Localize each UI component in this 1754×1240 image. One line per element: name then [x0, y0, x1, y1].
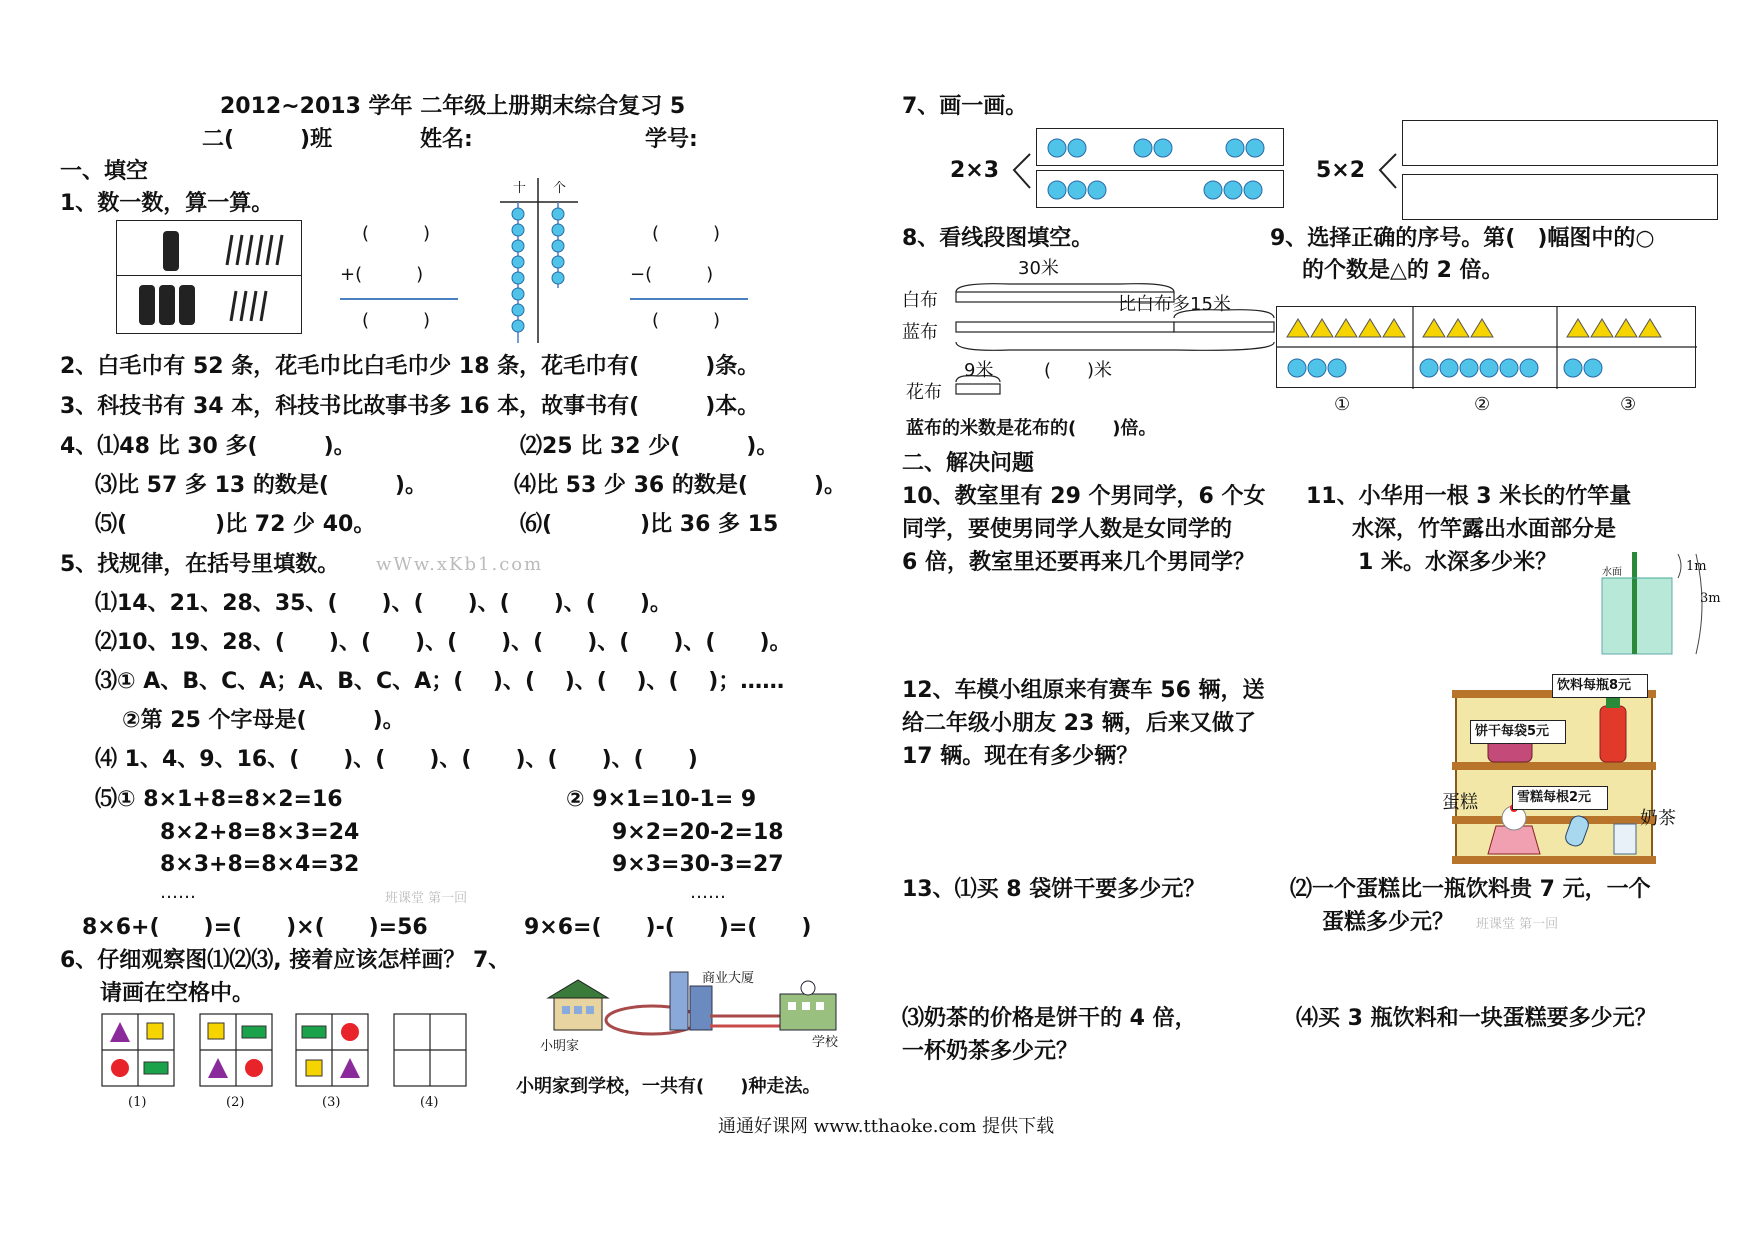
q8-text: 8、看线段图填空。 [902, 226, 1094, 251]
price-tag-icecream [1512, 786, 1608, 810]
q9-table [1276, 306, 1696, 388]
route-mall-label: 商业大厦 [702, 971, 755, 986]
q2-text: 2、白毛巾有 52 条，花毛巾比白毛巾少 18 条，花毛巾有( )条。 [60, 354, 760, 379]
route-caption: 小明家到学校，一共有( )种走法。 [516, 1076, 821, 1097]
q8-length-30: 30米 [1018, 258, 1059, 279]
price-biscuit-label: 饼干每袋5元 [1475, 724, 1550, 739]
q10-line-2: 同学，要使男同学人数是女同学的 [902, 517, 1233, 542]
q4-part-6: ⑹( )比 36 多 15 [520, 512, 779, 537]
bamboo-1m-label: 1m [1686, 559, 1707, 574]
q5-eq-2c: 9×3=30-3=27 [612, 852, 784, 877]
name-label: 姓名: [420, 127, 473, 152]
milk-tea-label: 奶茶 [1640, 808, 1676, 829]
q11-line-3: 1 米。水深多少米？ [1358, 550, 1557, 575]
q5-eq-2d: …… [690, 882, 726, 903]
q9-choice-3: ③ [1620, 394, 1637, 415]
grid-label-4: (4) [420, 1095, 439, 1110]
q5-line-3: ⑶① A、B、C、A；A、B、C、A；( )、( )、( )、( )；…… [95, 669, 785, 694]
q8-flower-label: 花布 [906, 382, 942, 403]
stick-bundles-figure [117, 221, 303, 335]
q7-row-2 [1036, 170, 1284, 208]
q11-line-2: 水深，竹竿露出水面部分是 [1352, 517, 1617, 542]
q5-line-5: ⑷ 1、4、9、16、( )、( )、( )、( )、( ) [95, 747, 698, 772]
q11-line-1: 11、小华用一根 3 米长的竹竿量 [1306, 484, 1632, 509]
q5-eq-1c: 8×3+8=8×4=32 [160, 852, 360, 877]
q12-line-2: 给二年级小朋友 23 辆，后来又做了 [902, 711, 1256, 736]
q4-part-3: ⑶比 57 多 13 的数是( )。 [95, 473, 427, 498]
q13-part-4: ⑷买 3 瓶饮料和一块蛋糕要多少元？ [1296, 1006, 1657, 1031]
student-id-label: 学号: [645, 127, 698, 152]
grid-label-3: (3) [322, 1095, 341, 1110]
section-solve-problems: 二、解决问题 [902, 451, 1035, 476]
q8-blank-label: ( )米 [1044, 360, 1113, 381]
q8-white-label: 白布 [902, 290, 938, 311]
stick-count-box [116, 220, 302, 334]
q12-line-3: 17 辆。现在有多少辆？ [902, 744, 1139, 769]
shop-shelf-figure [1448, 676, 1678, 876]
section-fill-blank: 一、填空 [60, 159, 149, 184]
q7-blank-box-2[interactable] [1402, 174, 1718, 220]
sub-rule [630, 298, 748, 300]
q9-line-2: 的个数是△的 2 倍。 [1302, 258, 1504, 283]
price-tag-drink [1552, 674, 1648, 698]
q13-part-3b: 一杯奶茶多少元？ [902, 1039, 1079, 1064]
milk-tea-icon [1614, 824, 1636, 854]
q5-eq-1a: ⑸① 8×1+8=8×2=16 [95, 787, 343, 812]
add-rule [340, 298, 458, 300]
add-line-2: +( ) [340, 264, 424, 285]
q5-eq-2a: ② 9×1=10-1= 9 [566, 787, 757, 812]
q5-line-4: ②第 25 个字母是( )。 [122, 708, 405, 733]
q4-part-1: 4、⑴48 比 30 多( )。 [60, 434, 356, 459]
q9-line-1: 9、选择正确的序号。第( )幅图中的○ [1270, 226, 1655, 251]
price-drink-label: 饮料每瓶8元 [1557, 678, 1632, 693]
q10-line-1: 10、教室里有 29 个男同学，6 个女 [902, 484, 1266, 509]
abacus-figure [498, 178, 578, 348]
q5-eq-2b: 9×2=20-2=18 [612, 820, 784, 845]
q5-fill-1: 8×6+( )=( )×( )=56 [82, 915, 428, 940]
q4-part-5: ⑸( )比 72 少 40。 [95, 512, 376, 537]
q3-text: 3、科技书有 34 本，科技书比故事书多 16 本，故事书有( )本。 [60, 394, 760, 419]
pattern-grids [100, 1012, 480, 1092]
sub-line-1: ( ) [652, 223, 721, 244]
add-line-3: ( ) [362, 310, 431, 331]
bamboo-3m-label: 3m [1700, 591, 1721, 606]
abacus-tens-label: 十 [513, 181, 527, 196]
faint-footer-right: 班课堂 第一回 [1476, 917, 1559, 932]
q1-text: 1、数一数，算一算。 [60, 191, 274, 216]
q7-row-1 [1036, 128, 1284, 166]
q6-text: 6、仔细观察图⑴⑵⑶, 接着应该怎样画？ 7、 [60, 948, 511, 973]
brace-a [1012, 152, 1032, 192]
q7-expr-b: 5×2 [1316, 158, 1366, 183]
q4-part-4: ⑷比 53 少 36 的数是( )。 [514, 473, 846, 498]
q9-choice-2: ② [1474, 394, 1491, 415]
abacus-ones-label: 个 [553, 181, 567, 196]
q7-expr-a: 2×3 [950, 158, 1000, 183]
q5-fill-2: 9×6=( )-( )=( ) [524, 915, 812, 940]
q13-part-1: 13、⑴买 8 袋饼干要多少元？ [902, 877, 1206, 902]
sub-line-2: −( ) [630, 264, 714, 285]
q9-choice-1: ① [1334, 394, 1351, 415]
q8-question: 蓝布的米数是花布的( )倍。 [906, 418, 1157, 439]
q13-part-2b: 蛋糕多少元？ [1322, 910, 1455, 935]
water-surface-label: 水面 [1602, 567, 1622, 578]
q8-blue-label: 蓝布 [902, 322, 938, 343]
grid-label-2: (2) [226, 1095, 245, 1110]
q8-more-label: 比白布多15米 [1118, 294, 1231, 315]
route-school-label: 学校 [812, 1035, 839, 1050]
price-tag-biscuit [1470, 720, 1566, 744]
drink-bottle-icon [1600, 698, 1626, 762]
q5-text: 5、找规律，在括号里填数。 [60, 552, 340, 577]
q13-part-3a: ⑶奶茶的价格是饼干的 4 倍， [902, 1006, 1197, 1031]
brace-b [1378, 152, 1398, 192]
class-label: 二( )班 [202, 127, 333, 152]
page-footer: 通通好课网 www.tthaoke.com 提供下载 [718, 1116, 1055, 1137]
q12-line-1: 12、车模小组原来有赛车 56 辆，送 [902, 678, 1265, 703]
q7-text: 7、画一画。 [902, 94, 1028, 119]
page-title: 2012~2013 学年 二年级上册期末综合复习 5 [220, 94, 686, 119]
add-line-1: ( ) [362, 223, 431, 244]
q9-shapes [1277, 307, 1697, 389]
q6-text-2: 请画在空格中。 [100, 981, 255, 1006]
price-icecream-label: 雪糕每根2元 [1517, 790, 1592, 805]
q5-line-2: ⑵10、19、28、( )、( )、( )、( )、( )、( )。 [95, 630, 792, 655]
watermark-text: wWw.xKb1.com [376, 554, 544, 575]
q4-part-2: ⑵25 比 32 少( )。 [520, 434, 779, 459]
grid-label-1: (1) [128, 1095, 147, 1110]
faint-footer-left: 班课堂 第一回 [385, 891, 468, 906]
q5-line-1: ⑴14、21、28、35、( )、( )、( )、( )。 [95, 591, 672, 616]
house-icon [548, 980, 608, 1030]
q13-part-2a: ⑵一个蛋糕比一瓶饮料贵 7 元，一个 [1290, 877, 1651, 902]
q7-circles-row-1 [1037, 129, 1285, 167]
route-home-label: 小明家 [540, 1039, 580, 1054]
q8-nine-label: 9米 [964, 360, 994, 381]
q5-eq-1b: 8×2+8=8×3=24 [160, 820, 360, 845]
q5-eq-1d: …… [160, 882, 196, 903]
cake-label: 蛋糕 [1442, 792, 1478, 813]
q10-line-3: 6 倍，教室里还要再来几个男同学？ [902, 550, 1255, 575]
sub-line-3: ( ) [652, 310, 721, 331]
q7-circles-row-2 [1037, 171, 1285, 209]
q7-blank-box-1[interactable] [1402, 120, 1718, 166]
school-icon [780, 981, 836, 1030]
route-figure [540, 968, 850, 1068]
